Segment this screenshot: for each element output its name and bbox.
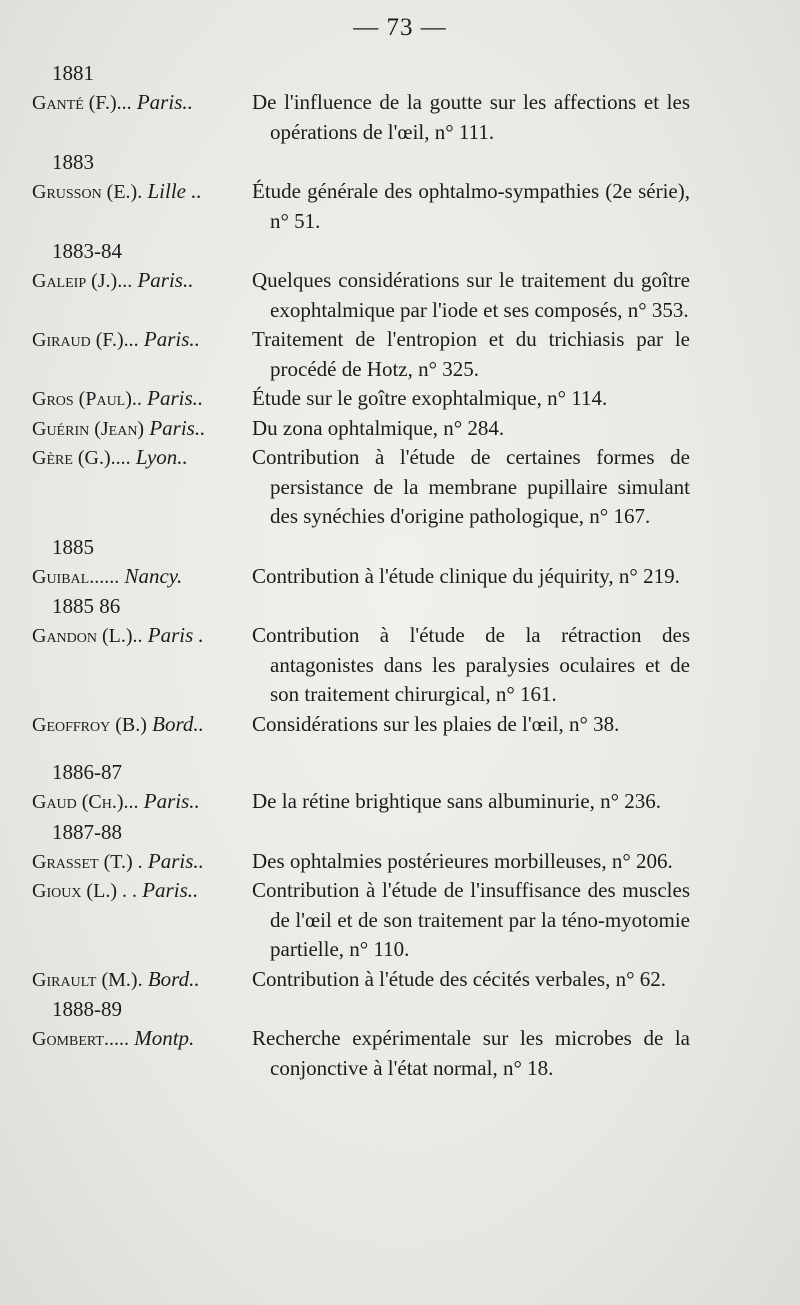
author-citation xyxy=(32,876,252,907)
author-name: Guérin (Jean) xyxy=(32,417,145,440)
thesis-title: De l'influence de la goutte sur les affections et les opérations de l'œil, n° 111. xyxy=(252,90,690,144)
author-name: Geoffroy (B.) xyxy=(32,713,147,736)
author-citation xyxy=(32,266,252,297)
author-name: Gros (Paul).. xyxy=(32,388,142,410)
city: Montp. xyxy=(134,1026,195,1050)
list-item xyxy=(0,414,800,444)
city: Paris.. xyxy=(136,90,193,114)
entry-list xyxy=(0,58,800,1083)
year-heading: 1886-87 xyxy=(52,760,122,784)
author-citation xyxy=(32,787,252,818)
city: Paris.. xyxy=(147,386,204,410)
list-item xyxy=(0,384,800,414)
thesis-title: Traitement de l'entropion et du trichiasis par le procédé de Hotz, n° 325. xyxy=(252,327,690,381)
year-heading: 1888-89 xyxy=(52,997,122,1021)
author-name: Gioux (L.) . . xyxy=(32,880,137,902)
list-item xyxy=(0,562,800,592)
author-citation xyxy=(32,177,252,208)
city: Paris.. xyxy=(143,327,200,351)
author-name: Gaud (Ch.)... xyxy=(32,791,139,813)
author-name: Gandon (L.).. xyxy=(32,625,143,647)
year-heading: 1883 xyxy=(52,150,94,174)
city: Paris.. xyxy=(137,268,194,292)
city: Paris.. xyxy=(143,789,200,813)
city: Lille .. xyxy=(147,179,202,203)
list-item xyxy=(0,266,800,325)
list-item xyxy=(0,443,800,532)
list-item xyxy=(0,876,800,965)
city: Nancy. xyxy=(124,563,183,588)
author-citation xyxy=(32,443,252,474)
city: Lyon.. xyxy=(135,445,188,469)
year-heading: 1887-88 xyxy=(52,819,122,844)
author-name: Galeip (J.)... xyxy=(32,270,133,292)
city: Paris . xyxy=(147,623,204,647)
year-heading: 1883-84 xyxy=(52,239,122,263)
year-heading: 1881 xyxy=(52,61,94,85)
author-citation xyxy=(32,384,252,415)
thesis-title: Recherche expérimentale sur les microbes de la conjonctive à l'état normal, n° 18. xyxy=(252,1026,690,1080)
author-name: Ganté (F.)... xyxy=(32,92,132,114)
thesis-title: Contribution à l'étude clinique du jéquirity, n° 219. xyxy=(252,563,680,588)
list-item xyxy=(0,177,800,236)
author-name: Grasset (T.) . xyxy=(32,850,143,873)
spacer xyxy=(0,739,800,757)
author-citation xyxy=(32,847,252,878)
author-citation xyxy=(32,1024,252,1055)
author-citation xyxy=(32,710,252,741)
thesis-title: Des ophtalmies postérieures morbilleuses, n° 206. xyxy=(252,848,673,873)
author-citation xyxy=(32,88,252,119)
author-name: Giraud (F.)... xyxy=(32,329,139,351)
list-item xyxy=(0,621,800,710)
city: Paris.. xyxy=(149,415,206,440)
author-citation xyxy=(32,325,252,356)
thesis-title: De la rétine brightique sans albuminurie, n° 236. xyxy=(252,789,662,813)
thesis-title: Du zona ophtalmique, n° 284. xyxy=(252,415,505,440)
thesis-title: Étude sur le goître exophtalmique, n° 114. xyxy=(252,386,608,410)
thesis-title: Considérations sur les plaies de l'œil, n° 38. xyxy=(252,711,620,736)
author-citation xyxy=(32,621,252,652)
list-item xyxy=(0,847,800,877)
thesis-title: Contribution à l'étude des cécités verbales, n° 62. xyxy=(252,966,666,991)
author-name: Girault (M.). xyxy=(32,968,143,991)
thesis-title: Quelques considérations sur le traitement du goître exophtalmique par l'iode et ses composés, n° 353. xyxy=(252,268,690,322)
author-citation xyxy=(32,965,252,996)
author-citation xyxy=(32,414,252,445)
city: Paris.. xyxy=(142,878,199,902)
thesis-title: Contribution à l'étude de la rétraction des antagonistes dans les paralysies oculaires et de son traitement chirurgical, n° 161. xyxy=(252,623,690,706)
page-number: — 73 — xyxy=(353,14,447,41)
city: Bord.. xyxy=(147,966,200,991)
list-item xyxy=(0,88,800,147)
list-item xyxy=(0,325,800,384)
thesis-title: Contribution à l'étude de l'insuffisance des muscles de l'œil et de son traitement par la téno-myotomie partielle, n° 110. xyxy=(252,878,690,961)
year-heading: 1885 xyxy=(52,534,94,559)
author-citation xyxy=(32,562,252,593)
author-name: Gère (G.).... xyxy=(32,447,131,469)
year-heading: 1885 86 xyxy=(52,594,121,618)
list-item xyxy=(0,710,800,740)
list-item xyxy=(0,787,800,817)
list-item xyxy=(0,965,800,995)
thesis-title: Contribution à l'étude de certaines formes de persistance de la membrane pupillaire simulant des synéchies d'origine pathologique, n° 167. xyxy=(252,445,690,528)
city: Bord.. xyxy=(152,711,204,736)
thesis-title: Étude générale des ophtalmo-sympathies (2e série), n° 51. xyxy=(252,179,690,233)
author-name: Gombert..... xyxy=(32,1028,129,1050)
author-name: Guibal...... xyxy=(32,565,120,588)
city: Paris.. xyxy=(147,848,204,873)
author-name: Grusson (E.). xyxy=(32,181,143,203)
list-item xyxy=(0,1024,800,1083)
